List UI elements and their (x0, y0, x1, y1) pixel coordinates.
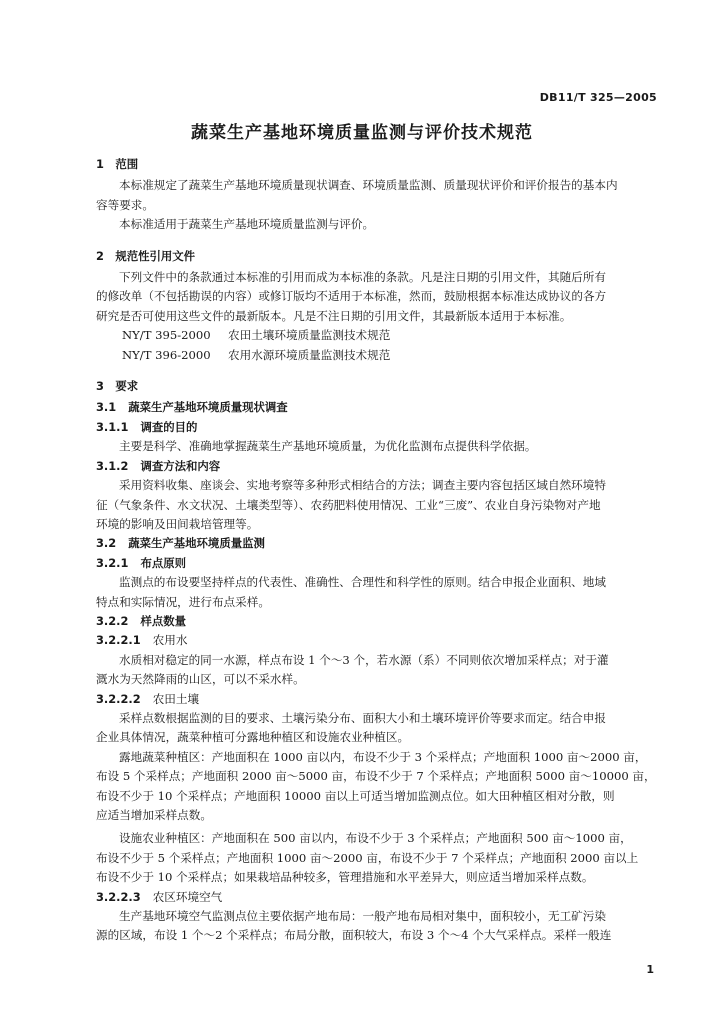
subsection-heading: 3.2.1 布点原则 (96, 555, 187, 570)
subsubsection-heading: 3.2.2.1 农用水 (96, 633, 188, 648)
section-heading: 2 规范性引用文件 (96, 248, 196, 263)
paragraph-line: 布设 5 个采样点；产地面积 2000 亩～5000 亩，布设不少于 7 个采样点；产地面积 5000 亩～10000 亩， (96, 769, 656, 784)
standard-code: DB11/T 325—2005 (539, 91, 657, 104)
document-body (96, 155, 660, 946)
reference-code: NY/T 395-2000 (122, 328, 211, 343)
paragraph-line: 布设不少于 10 个采样点；如果栽培品种较多，管理措施和水平差异大，则应适当增加采样点数。 (96, 870, 594, 885)
paragraph-line: 容等要求。 (96, 197, 154, 212)
paragraph-line: 研究是否可使用这些文件的最新版本。凡是不注日期的引用文件，其最新版本适用于本标准。 (96, 308, 572, 323)
paragraph-line: 本标准规定了蔬菜生产基地环境质量现状调查、环境质量监测、质量现状评价和评价报告的基本内 (119, 178, 618, 193)
reference-title: 农田土壤环境质量监测技术规范 (228, 328, 391, 343)
subsection-heading: 3.2 蔬菜生产基地环境质量监测 (96, 536, 265, 551)
paragraph-line: 的修改单（不包括勘误的内容）或修订版均不适用于本标准，然而，鼓励根据本标准达成协议的各方 (96, 289, 607, 304)
reference-item (96, 346, 660, 365)
paragraph-line: 下列文件中的条款通过本标准的引用而成为本标准的条款。凡是注日期的引用文件，其随后所有 (119, 270, 606, 285)
paragraph-line: 企业具体情况，蔬菜种植可分露地种植区和设施农业种植区。 (96, 730, 410, 745)
paragraph-line: 应适当增加采样点数。 (96, 808, 212, 822)
section-heading: 3 要求 (96, 379, 139, 394)
paragraph-line: 本标准适用于蔬菜生产基地环境质量监测与评价。 (119, 217, 375, 232)
subsubsection-heading: 3.2.2.2 农田土壤 (96, 691, 200, 706)
paragraph-line: 主要是科学、准确地掌握蔬菜生产基地环境质量，为优化监测布点提供科学依据。 (119, 439, 537, 454)
subsection-heading: 3.2.2 样点数量 (96, 613, 187, 628)
paragraph-line: 生产基地环境空气监测点位主要依据产地布局：一般产地布局相对集中，面积较小，无工矿污染 (119, 909, 606, 924)
paragraph-line: 采用资料收集、座谈会、实地考察等多种形式相结合的方法；调查主要内容包括区域自然环境特 (119, 478, 606, 493)
page-number: 1 (646, 963, 654, 976)
subsection-heading: 3.1.2 调查方法和内容 (96, 458, 221, 473)
paragraph-line: 环境的影响及田间栽培管理等。 (96, 516, 259, 531)
paragraph-line: 特点和实际情况，进行布点采样。 (96, 594, 270, 609)
subsection-heading: 3.1.1 调查的目的 (96, 419, 198, 434)
section-heading: 1 范围 (96, 157, 139, 171)
paragraph-line: 水质相对稳定的同一水源，样点布设 1 个～3 个，若水源（系）不同则依次增加采样点；对于灌 (119, 652, 609, 667)
paragraph-line: 布设不少于 10 个采样点；产地面积 10000 亩以上可适当增加监测点位。如大田种植区相对分散，则 (96, 788, 615, 803)
paragraph-line: 源的区域，布设 1 个～2 个采样点；布局分散，面积较大，布设 3 个～4 个大气采样点。采样一般连 (96, 928, 612, 943)
reference-item (96, 326, 660, 345)
paragraph-line: 设施农业种植区：产地面积在 500 亩以内，布设不少于 3 个采样点；产地面积 500 亩～1000 亩， (119, 831, 632, 846)
paragraph-line: 征（气象条件、水文状况、土壤类型等）、农药肥料使用情况、工业“三废”、农业自身污染物对产地 (96, 497, 601, 512)
reference-title: 农用水源环境质量监测技术规范 (228, 347, 391, 362)
document-title: 蔬菜生产基地环境质量监测与评价技术规范 (191, 123, 533, 143)
paragraph-line: 溉水为天然降雨的山区，可以不采水样。 (96, 672, 305, 687)
paragraph-line: 监测点的布设要坚持样点的代表性、准确性、合理性和科学性的原则。结合申报企业面积、地域 (119, 575, 606, 590)
subsubsection-heading: 3.2.2.3 农区环境空气 (96, 889, 223, 904)
paragraph-line: 采样点数根据监测的目的要求、土壤污染分布、面积大小和土壤环境评价等要求而定。结合申报 (119, 710, 606, 725)
subsection-heading: 3.1 蔬菜生产基地环境质量现状调查 (96, 400, 288, 415)
reference-code: NY/T 396-2000 (122, 347, 211, 362)
paragraph-line: 露地蔬菜种植区：产地面积在 1000 亩以内，布设不少于 3 个采样点；产地面积 1000 亩～2000 亩， (119, 749, 647, 764)
paragraph-line: 布设不少于 5 个采样点；产地面积 1000 亩～2000 亩，布设不少于 7 个采样点；产地面积 2000 亩以上 (96, 850, 639, 865)
